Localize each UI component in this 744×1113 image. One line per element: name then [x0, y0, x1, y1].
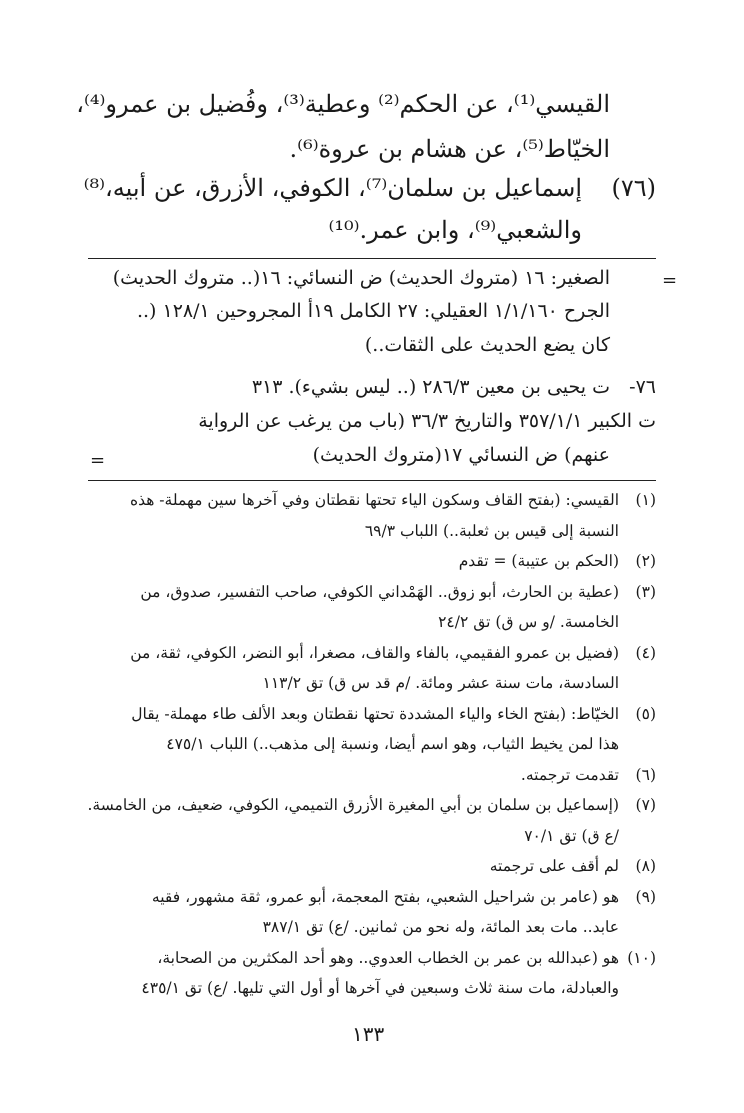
footnote-number: (١): [635, 491, 656, 509]
notes-line-6: عنهم) ض النسائي ١٧(متروك الحديث): [312, 444, 610, 466]
footnote-line: الخيّاط: (بفتح الخاء والياء المشددة تحتها نقطتان وبعد الألف طاء مهملة- يقال: [131, 704, 619, 723]
footnote-line: تقدمت ترجمته.: [520, 765, 619, 784]
footnote-line: (عطية بن الحارث، أبو زوق.. الهَمْداني الكوفي، صاحب التفسير، صدوق، من: [140, 582, 619, 601]
footnote-line: هو (عامر بن شراحيل الشعبي، بفتح المعجمة، أبو عمرو، ثقة مشهور، فقيه: [151, 887, 619, 906]
footnote-line: والعبادلة، مات سنة ثلاث وسبعين في آخرها أو أول التي تليها. /ع) تق ٤٣٥/١: [141, 979, 619, 997]
divider-lower: [88, 480, 656, 481]
notes-line-1: الصغير: ١٦ (متروك الحديث) ض النسائي: ١٦(.. متروك الحديث): [112, 267, 610, 289]
divider-upper: [88, 258, 656, 259]
footnote-line: (فضيل بن عمرو الفقيمي، بالفاء والقاف، مصغرا، أبو النضر، الكوفي، ثقة، من: [130, 643, 619, 662]
footnote-line: لم أقف على ترجمته: [489, 857, 619, 875]
main-text-line-2: الخيّاط⁽⁵⁾، عن هشام بن عروة⁽⁶⁾.: [289, 135, 610, 163]
footnote-number: (٩): [635, 887, 656, 906]
footnote-line: هذا لمن يخيط الثياب، وهو اسم أيضا، ونسبة إلى مذهب..) اللباب ٤٧٥/١: [166, 735, 619, 753]
footnote-line: /ع ق) تق ٧٠/١: [524, 826, 619, 845]
notes-line-5: ت الكبير ٣٥٧/١/١ والتاريخ ٣٦/٣ (باب من يرغب عن الرواية: [198, 410, 656, 432]
footnote-line: (إسماعيل بن سلمان بن أبي المغيرة الأزرق التميمي، الكوفي، ضعيف، من الخامسة.: [87, 796, 619, 814]
footnote-line: عابد.. مات بعد المائة، وله نحو من ثمانين. /ع) تق ٣٨٧/١: [262, 918, 619, 936]
footnote-number: (١٠): [627, 948, 656, 967]
page-number: ١٣٣: [352, 1022, 385, 1046]
notes-entry-label: ٧٦-: [629, 376, 656, 398]
footnote-line: القيسي: (بفتح القاف وسكون الياء تحتها نقطتان وفي آخرها سين مهملة- هذه: [129, 491, 619, 509]
main-text-line-1: القيسي⁽¹⁾، عن الحكم⁽²⁾ وعطية⁽³⁾، وفُضيل بن عمرو⁽⁴⁾،: [76, 90, 610, 118]
entry-number: (٧٦): [611, 174, 656, 202]
footnote-line: النسبة إلى قيس بن ثعلبة..) اللباب ٦٩/٣: [364, 521, 619, 540]
notes-line-3: كان يضع الحديث على الثقات..): [364, 334, 610, 356]
footnote-line: (الحكم بن عتيبة) = تقدم: [458, 552, 619, 570]
notes-line-4: ت يحيى بن معين ٢٨٦/٣ (.. ليس بشيء). ٣١٣: [251, 376, 610, 398]
footnote-number: (٥): [635, 704, 656, 723]
notes-line-2: الجرح ١/١/١٦٠ العقيلي: ٢٧ الكامل ١٩أ المجروحين ١٢٨/١ (..: [136, 300, 610, 322]
main-text-line-3: إسماعيل بن سلمان⁽⁷⁾، الكوفي، الأزرق، عن أبيه،⁽⁸⁾: [83, 174, 582, 202]
footnote-line: الخامسة. /و س ق) تق ٢٤/٢: [438, 613, 619, 631]
footnote-line: السادسة، مات سنة عشر ومائة. /م قد س ق) تق ١١٣/٢: [262, 674, 619, 692]
footnote-number: (٢): [635, 552, 656, 570]
footnote-number: (٧): [635, 796, 656, 814]
main-text-line-4: والشعبي⁽⁹⁾، وابن عمر.⁽¹⁰⁾: [328, 216, 582, 244]
footnote-number: (٤): [635, 643, 656, 662]
continuation-marker-bottom: =: [90, 450, 106, 471]
footnote-number: (٦): [635, 765, 656, 784]
footnote-number: (٨): [635, 857, 656, 875]
footnote-line: هو (عبدالله بن عمر بن الخطاب العدوي.. وهو أحد المكثرين من الصحابة،: [157, 948, 619, 967]
continuation-marker-top: =: [662, 270, 678, 291]
footnote-number: (٣): [635, 582, 656, 601]
